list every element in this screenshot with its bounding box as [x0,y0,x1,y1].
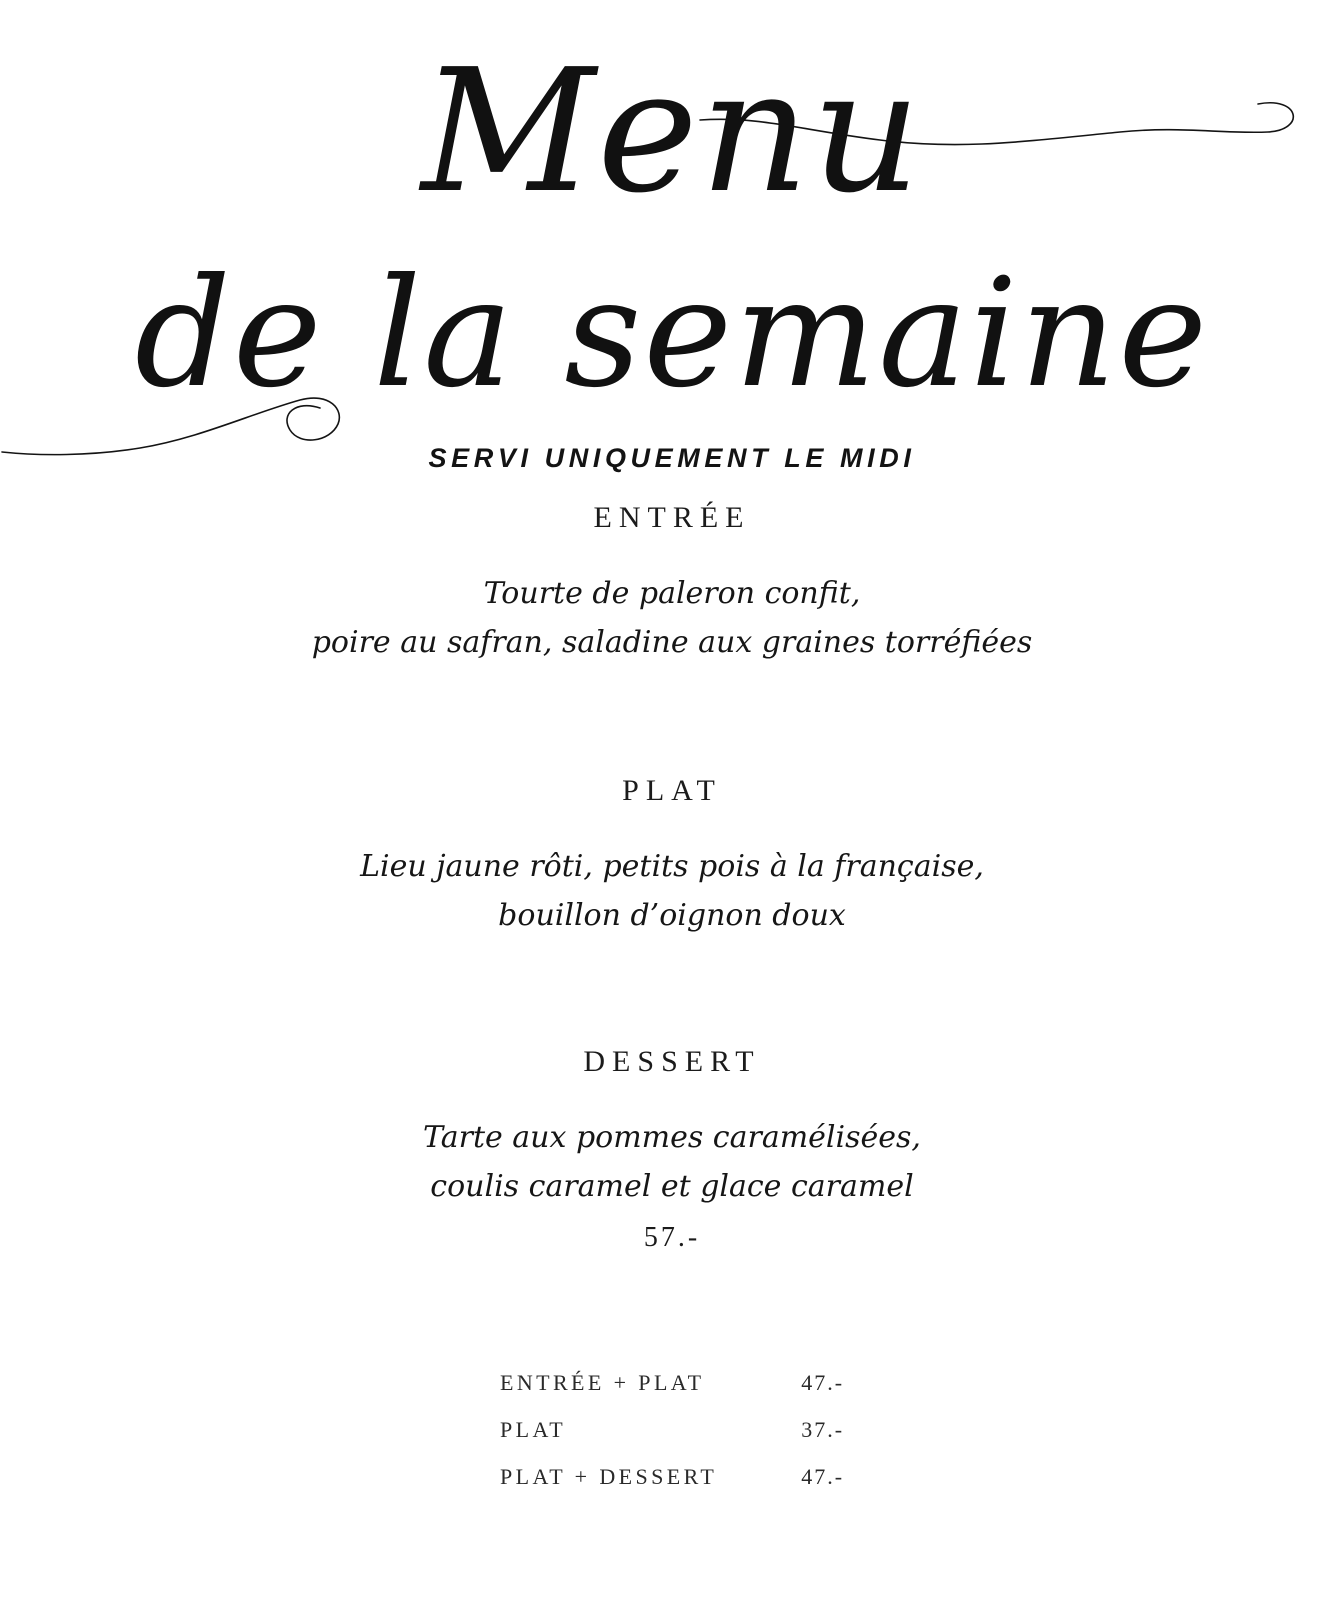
menu-subtitle: SERVI UNIQUEMENT LE MIDI [428,443,916,473]
spacer-entree-plat [0,667,1344,773]
course-plat-desc-line-2: bouillon d’oignon doux [498,897,846,933]
course-entree-desc-line-1: Tourte de paleron confit, [483,576,861,611]
course-dessert [0,1044,1344,1253]
course-dessert-description [0,1114,1344,1211]
formula-table [500,1370,844,1511]
formula-price-3: 47.- [801,1464,845,1489]
course-entree-label: ENTRÉE [593,501,751,534]
spacer-plat-dessert [0,940,1344,1044]
flourish-top [700,103,1293,145]
course-plat-label: PLAT [622,774,722,808]
table-row [500,1417,844,1464]
menu-courses [0,500,1344,1254]
menu-title-line1: Menu [421,33,923,231]
formula-name-2: PLAT [499,1417,567,1442]
title-flourish-svg [0,0,1344,500]
course-entree-description [0,570,1344,667]
table-row [500,1370,844,1417]
course-dessert-desc-line-1: Tarte aux pommes caramélisées, [423,1120,921,1156]
course-plat-description [0,843,1344,940]
course-dessert-desc-line-2: coulis caramel et glace caramel [430,1168,914,1204]
course-entree [0,500,1344,667]
course-dessert-label: DESSERT [583,1045,761,1079]
menu-title-line2: de la semaine [134,247,1210,421]
course-dessert-price: 57.- [643,1221,701,1253]
course-plat-desc-line-1: Lieu jaune rôti, petits pois à la française, [360,849,984,885]
course-entree-desc-line-2: poire au safran, saladine aux graines torréfiées [311,624,1033,660]
course-plat [0,773,1344,940]
formula-price-1: 47.- [801,1370,845,1395]
formula-name-1: ENTRÉE + PLAT [499,1370,705,1395]
menu-title-block [0,0,1344,500]
formula-name-3: PLAT + DESSERT [499,1464,718,1489]
formula-price-list [0,1370,1344,1511]
table-row [500,1464,844,1511]
formula-price-2: 37.- [801,1417,845,1442]
